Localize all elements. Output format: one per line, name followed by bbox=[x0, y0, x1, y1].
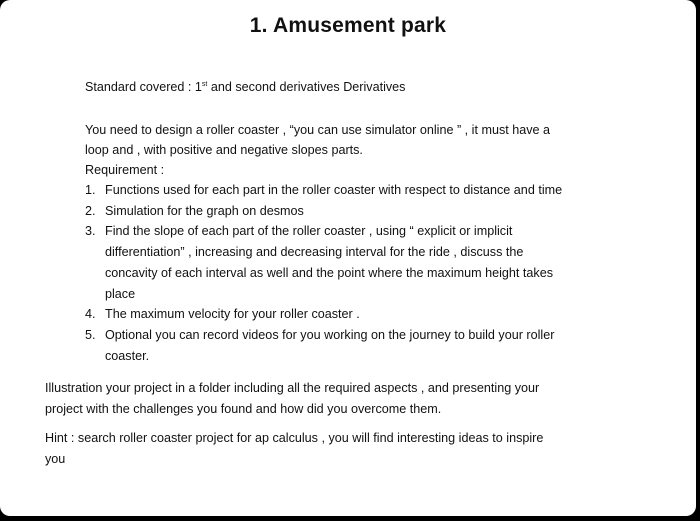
item-text: place bbox=[105, 286, 136, 301]
title-text: Amusement park bbox=[272, 14, 447, 37]
hint-line-2: you bbox=[45, 452, 66, 466]
page-title bbox=[0, 14, 696, 38]
item-text: Simulation for the graph on desmos bbox=[105, 203, 304, 218]
item-number: 4. bbox=[85, 307, 96, 322]
title-number: 1. bbox=[249, 14, 268, 37]
standard-superscript: st bbox=[201, 81, 208, 88]
item-text: coaster. bbox=[105, 348, 150, 363]
requirements-list bbox=[85, 180, 562, 366]
hint-line-1: Hint : search roller coaster project for ap calculus , you will find interesting ideas to inspire bbox=[45, 431, 544, 445]
item-text: Functions used for each part in the roller coaster with respect to distance and time bbox=[105, 183, 563, 197]
list-item bbox=[85, 201, 562, 222]
item-number: 5. bbox=[85, 327, 96, 342]
item-text: Find the slope of each part of the roller coaster , using “ explicit or implicit bbox=[105, 224, 513, 239]
list-item bbox=[85, 325, 562, 366]
intro-line-2: loop and , with positive and negative slopes parts. bbox=[85, 143, 363, 157]
item-number: 2. bbox=[85, 203, 96, 218]
list-item bbox=[85, 180, 562, 201]
item-text: The maximum velocity for your roller coaster . bbox=[105, 307, 360, 322]
item-text: Optional you can record videos for you working on the journey to build your roller bbox=[105, 327, 555, 342]
item-text: concavity of each interval as well and the point where the maximum height takes bbox=[105, 265, 554, 280]
item-number: 3. bbox=[85, 224, 96, 239]
illustration-line-1: Illustration your project in a folder including all the required aspects , and presenting your bbox=[45, 381, 540, 395]
intro-line-1: You need to design a roller coaster , “you can use simulator online ” , it must have a bbox=[85, 123, 551, 137]
requirement-label: Requirement : bbox=[85, 163, 165, 177]
list-item bbox=[85, 304, 562, 325]
standard-prefix: Standard covered : 1 bbox=[85, 80, 202, 94]
standard-covered bbox=[85, 79, 405, 95]
standard-suffix: and second derivatives Derivatives bbox=[207, 80, 406, 94]
item-text: differentiation” , increasing and decreasing interval for the ride , discuss the bbox=[105, 245, 524, 260]
illustration-line-2: project with the challenges you found and how did you overcome them. bbox=[45, 402, 442, 416]
list-item bbox=[85, 221, 562, 304]
item-number: 1. bbox=[85, 183, 96, 197]
